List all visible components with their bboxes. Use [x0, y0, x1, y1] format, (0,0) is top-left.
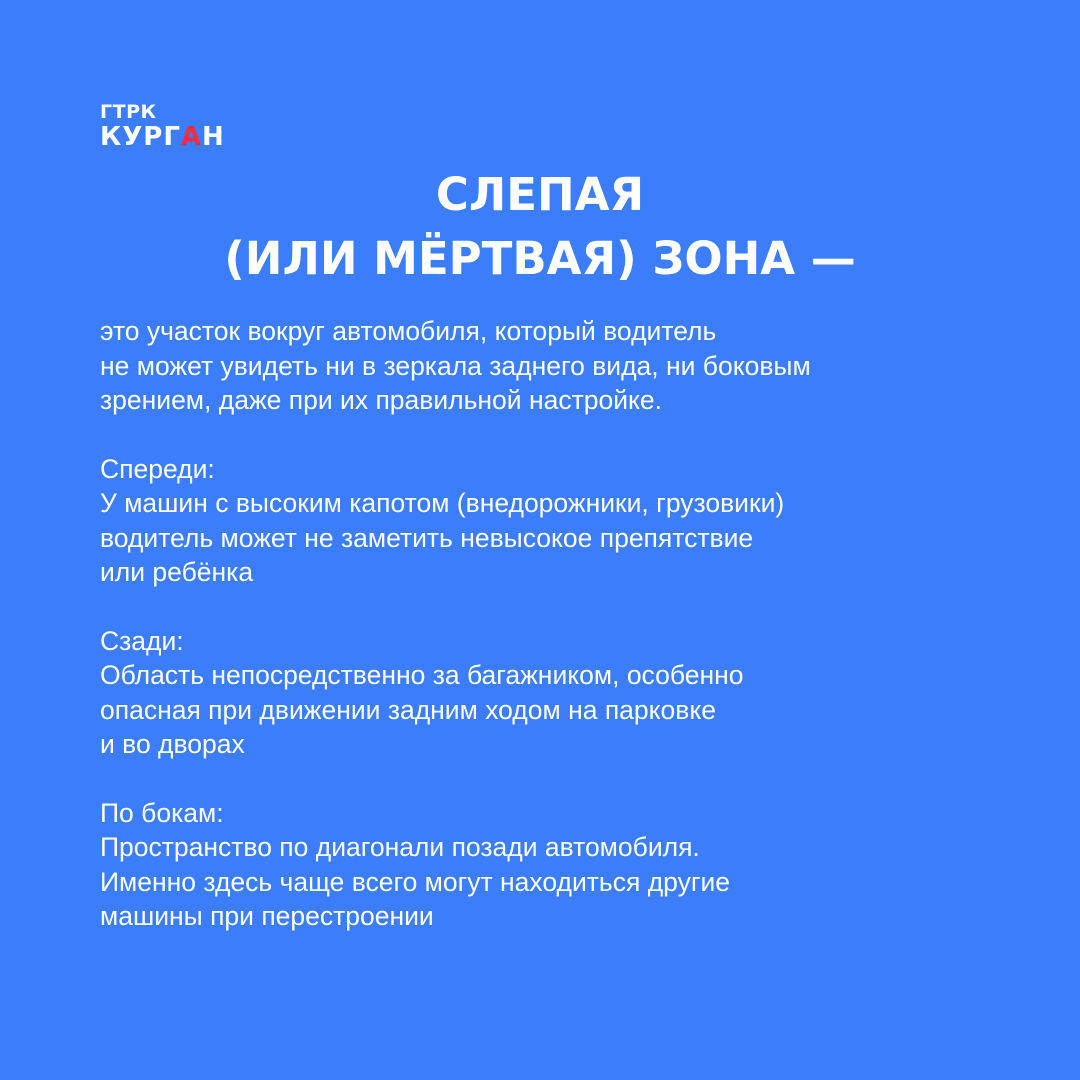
section-heading: По бокам: [100, 797, 224, 828]
paragraph-spacer [100, 590, 1000, 624]
section-heading: Сзади: [100, 625, 184, 656]
logo-word-start: КУРГ [100, 122, 181, 152]
section-line: и во дворах [100, 729, 245, 759]
logo-line-kurgan [100, 123, 225, 151]
intro-line: зрением, даже при их правильной настройке. [100, 385, 662, 415]
paragraph-spacer [100, 762, 1000, 796]
section-line: или ребёнка [100, 557, 254, 587]
gtrk-kurgan-logo [100, 103, 250, 151]
section-front [100, 452, 1000, 590]
section-heading: Спереди: [100, 453, 215, 484]
title-line-1: СЛЕПАЯ [435, 168, 645, 221]
logo-accent-letter: А [180, 122, 203, 152]
title-line-2: (ИЛИ МЁРТВАЯ) ЗОНА — [224, 232, 856, 285]
definition-text [100, 314, 1000, 934]
section-line: опасная при движении задним ходом на парковке [100, 694, 716, 725]
section-sides [100, 796, 1000, 934]
intro-line: не может увидеть ни в зеркала заднего вида, ни боковым [100, 350, 811, 381]
page-title [0, 163, 1080, 291]
paragraph-spacer [100, 418, 1000, 452]
intro-line: это участок вокруг автомобиля, который водитель [100, 316, 717, 346]
section-line: Именно здесь чаще всего могут находиться другие [100, 866, 731, 897]
section-line: машины при перестроении [100, 901, 434, 931]
section-line: Пространство по диагонали позади автомобиля. [100, 832, 700, 862]
section-rear [100, 624, 1000, 762]
section-line: водитель может не заметить невысокое препятствие [100, 522, 754, 553]
intro-paragraph [100, 314, 1000, 418]
section-line: У машин с высоким капотом (внедорожники, грузовики) [100, 488, 785, 518]
logo-line-gtrk: ГТРК [100, 101, 157, 123]
logo-word-end: Н [202, 122, 225, 152]
section-line: Область непосредственно за багажником, особенно [100, 660, 744, 690]
